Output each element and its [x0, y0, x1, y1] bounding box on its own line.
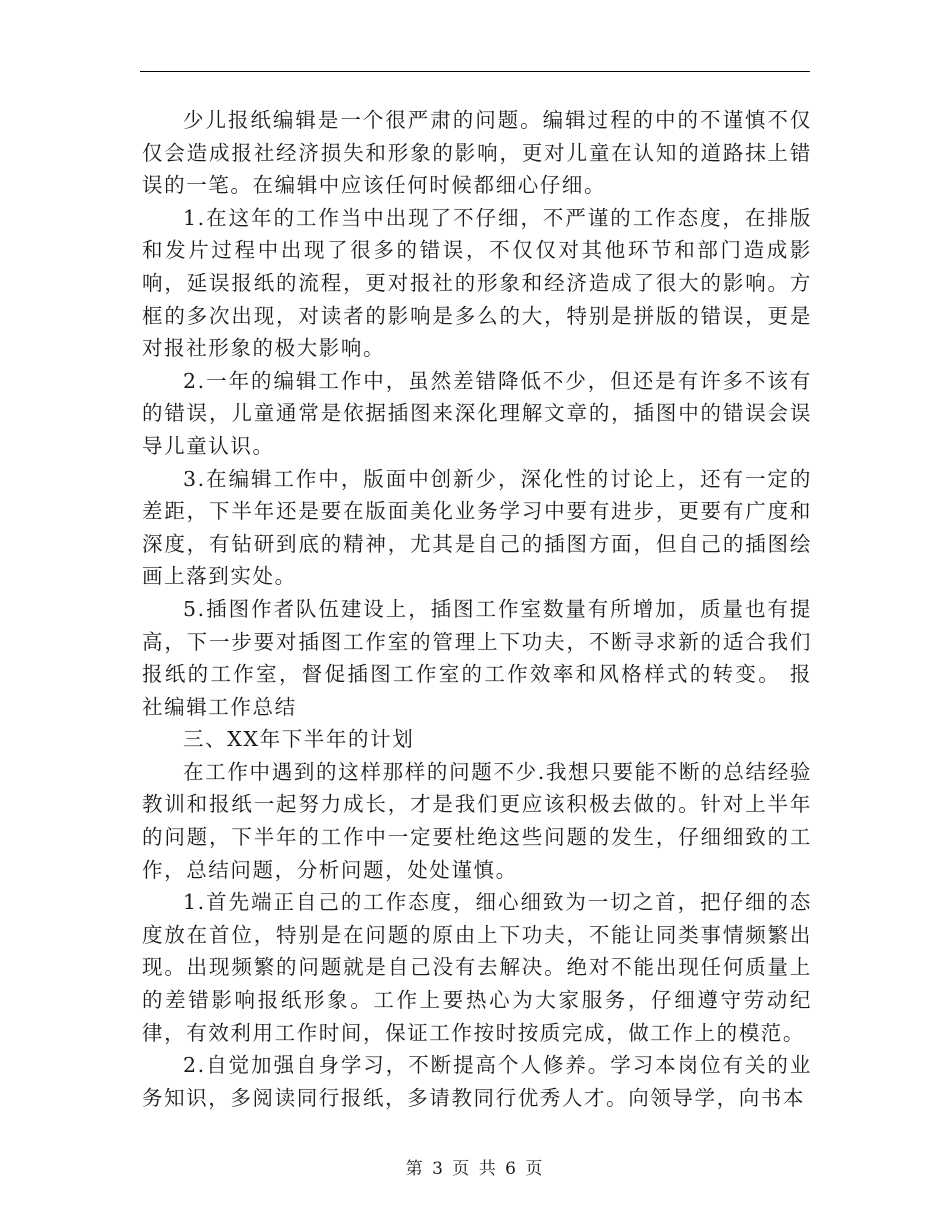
paragraph-intro: 少儿报纸编辑是一个很严肃的问题。编辑过程的中的不谨慎不仅仅会造成报社经济损失和形象的影响，更对儿童在认知的道路抹上错误的一笔。在编辑中应该任何时候都细心仔细。 [142, 108, 812, 198]
document-body [142, 104, 812, 1114]
paragraph-item-5: 5.插图作者队伍建设上，插图工作室数量有所增加，质量也有提高，下一步要对插图工作室的管理上下功夫，不断寻求新的适合我们报纸的工作室，督促插图工作室的工作效率和风格样式的转变。 报社编辑工作总结 [142, 596, 812, 719]
paragraph-item-3: 3.在编辑工作中，版面中创新少，深化性的讨论上，还有一定的差距，下半年还是要在版面美化业务学习中要有进步，更要有广度和深度，有钻研到底的精神，尤其是自己的插图方面，但自己的插图绘画上落到实处。 [142, 466, 812, 589]
paragraph-plan-intro: 在工作中遇到的这样那样的问题不少.我想只要能不断的总结经验教训和报纸一起努力成长，才是我们更应该积极去做的。针对上半年的问题，下半年的工作中一定要杜绝这些问题的发生，仔细细致的工作，总结问题，分析问题，处处谨慎。 [142, 759, 812, 882]
paragraph-item-1: 1.在这年的工作当中出现了不仔细，不严谨的工作态度，在排版和发片过程中出现了很多的错误，不仅仅对其他环节和部门造成影响，延误报纸的流程，更对报社的形象和经济造成了很大的影响。方框的多次出现，对读者的影响是多么的大，特别是拼版的错误，更是对报社形象的极大影响。 [142, 205, 812, 361]
paragraph-plan-1: 1.首先端正自己的工作态度，细心细致为一切之首，把仔细的态度放在首位，特别是在问题的原由上下功夫，不能让同类事情频繁出现。出现频繁的问题就是自己没有去解决。绝对不能出现任何质量上的差错影响报纸形象。工作上要热心为大家服务，仔细遵守劳动纪律，有效利用工作时间，保证工作按时按质完成，做工作上的模范。 [142, 890, 812, 1045]
page-number: 第 3 页 共 6 页 [405, 1159, 545, 1179]
paragraph-item-2: 2.一年的编辑工作中，虽然差错降低不少，但还是有许多不该有的错误，儿童通常是依据插图来深化理解文章的，插图中的错误会误导儿童认识。 [142, 368, 812, 458]
header-rule [140, 71, 810, 72]
section-heading: 三、XX年下半年的计划 [183, 727, 415, 752]
paragraph-plan-2: 2.自觉加强自身学习，不断提高个人修养。学习本岗位有关的业务知识，多阅读同行报纸，多请教同行优秀人才。向领导学，向书本 [142, 1053, 812, 1110]
